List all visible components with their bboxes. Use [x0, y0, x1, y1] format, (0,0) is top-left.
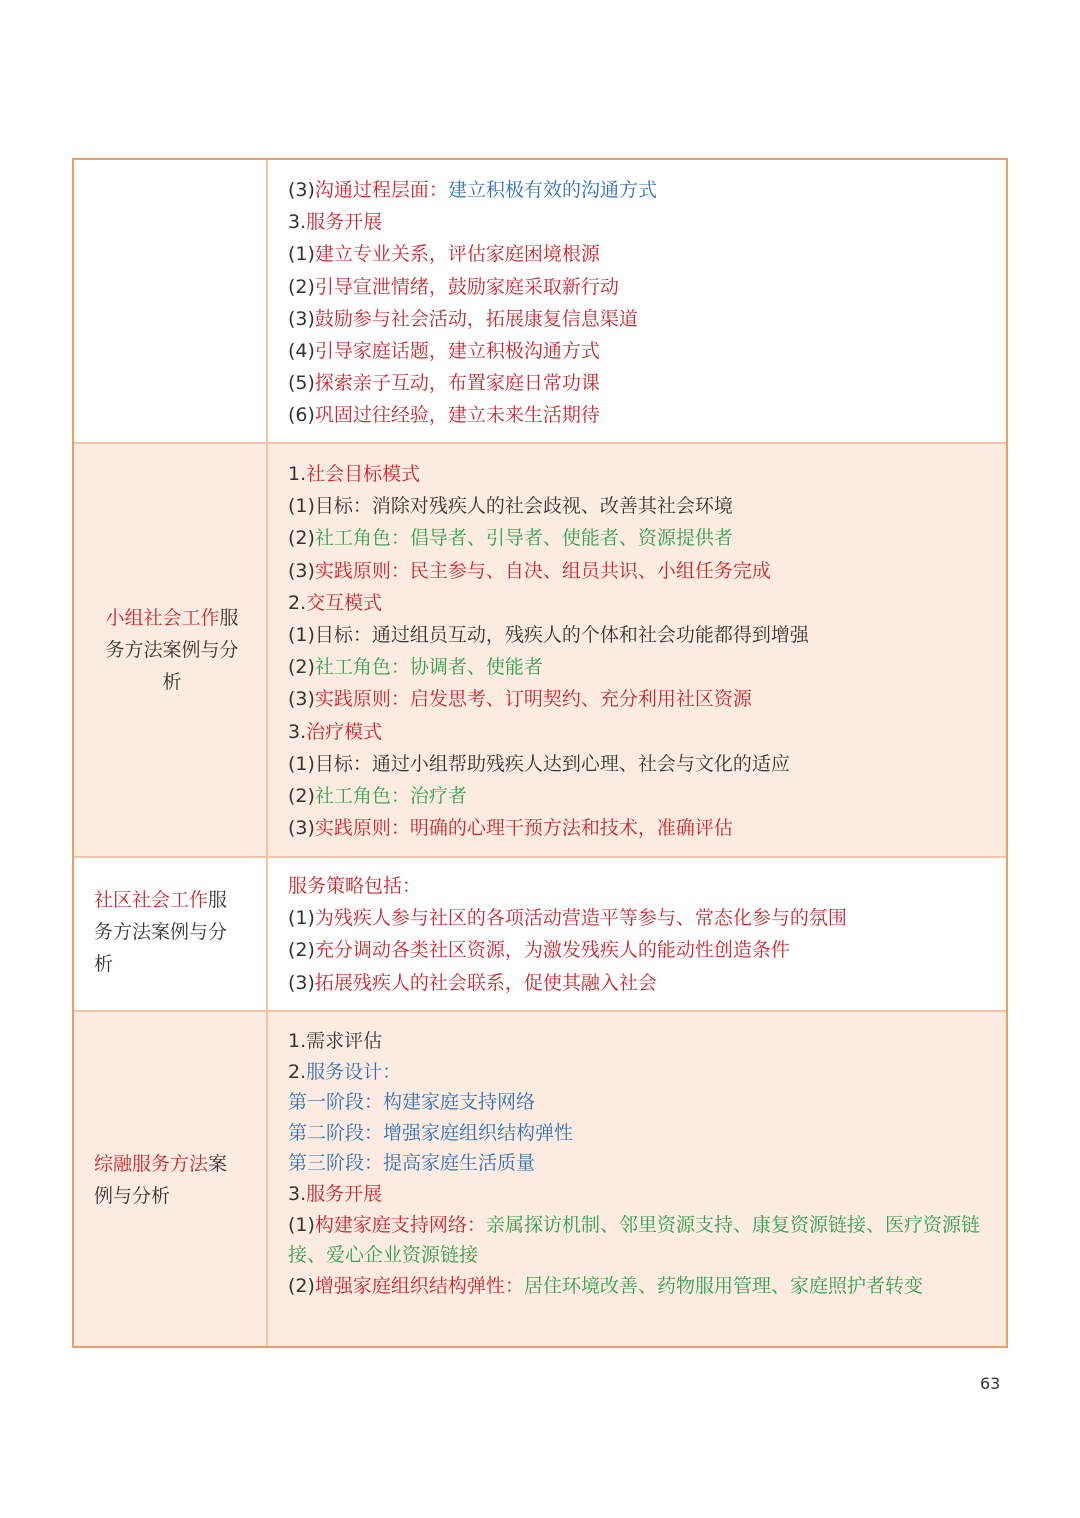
content-line: 2.服务设计：	[288, 1060, 402, 1083]
content-line: 第二阶段：增强家庭组织结构弹性	[288, 1121, 574, 1144]
content-line: (2)引导宣泄情绪，鼓励家庭采取新行动	[288, 275, 619, 298]
row-label-cell	[74, 444, 268, 856]
content-line: (1)建立专业关系，评估家庭困境根源	[288, 243, 600, 266]
content-line: 第一阶段：构建家庭支持网络	[288, 1091, 536, 1114]
content-line: (1)构建家庭支持网络：亲属探访机制、邻里资源支持、康复资源链接、医疗资源链接、爱心企业资源链接	[288, 1213, 980, 1267]
table-row	[74, 160, 1006, 444]
content-line: (2)社工角色：治疗者	[288, 785, 467, 808]
content-line: (3)沟通过程层面：建立积极有效的沟通方式	[288, 179, 657, 201]
content-line: 2.交互模式	[288, 591, 383, 614]
content-line: (2)充分调动各类社区资源，为激发残疾人的能动性创造条件	[288, 939, 790, 962]
table-row	[74, 444, 1006, 858]
table-row	[74, 1012, 1006, 1346]
content-line: 服务策略包括：	[288, 875, 422, 897]
content-line: 第三阶段：提高家庭生活质量	[288, 1152, 536, 1175]
row-label: 社区社会工作服 务方法案例与分 析	[94, 889, 228, 975]
content-line: 3.治疗模式	[288, 720, 383, 743]
content-line: (5)探索亲子互动，布置家庭日常功课	[288, 372, 600, 395]
content-line: (3)实践原则：民主参与、自决、组员共识、小组任务完成	[288, 559, 771, 582]
content-table	[72, 158, 1008, 1348]
row-content-cell	[288, 458, 994, 844]
content-line: (4)引导家庭话题，建立积极沟通方式	[288, 340, 600, 363]
content-line: (3)拓展残疾人的社会联系，促使其融入社会	[288, 971, 657, 994]
content-line: (1)目标：消除对残疾人的社会歧视、改善其社会环境	[288, 495, 733, 518]
row-content-cell	[288, 174, 994, 432]
content-line: (1)目标：通过组员互动，残疾人的个体和社会功能都得到增强	[288, 624, 809, 647]
page-number: 63	[980, 1374, 1001, 1393]
row-content-cell	[288, 1026, 994, 1301]
row-label-cell	[74, 1012, 268, 1346]
row-label-cell	[74, 858, 268, 1010]
content-line: (3)实践原则：明确的心理干预方法和技术，准确评估	[288, 817, 733, 840]
content-line: 3.服务开展	[288, 1182, 383, 1205]
content-line: (2)社工角色：倡导者、引导者、使能者、资源提供者	[288, 527, 733, 550]
content-line: (3)实践原则：启发思考、订明契约、充分利用社区资源	[288, 688, 752, 711]
table-row	[74, 858, 1006, 1012]
content-line: 1.社会目标模式	[288, 463, 421, 485]
row-label-cell	[74, 160, 268, 442]
content-line: (2)增强家庭组织结构弹性：居住环境改善、药物服用管理、家庭照护者转变	[288, 1274, 923, 1297]
content-line: (3)鼓励参与社会活动，拓展康复信息渠道	[288, 307, 638, 330]
content-line: 1.需求评估	[288, 1030, 383, 1052]
row-label: 小组社会工作服 务方法案例与分 析	[105, 607, 239, 693]
content-line: 3.服务开展	[288, 211, 383, 234]
content-line: (2)社工角色：协调者、使能者	[288, 656, 543, 679]
content-line: (1)目标：通过小组帮助残疾人达到心理、社会与文化的适应	[288, 752, 790, 775]
content-line: (1)为残疾人参与社区的各项活动营造平等参与、常态化参与的氛围	[288, 907, 847, 930]
row-label: 综融服务方法案 例与分析	[94, 1153, 228, 1207]
row-content-cell	[288, 870, 994, 999]
content-line: (6)巩固过往经验，建立未来生活期待	[288, 404, 600, 427]
